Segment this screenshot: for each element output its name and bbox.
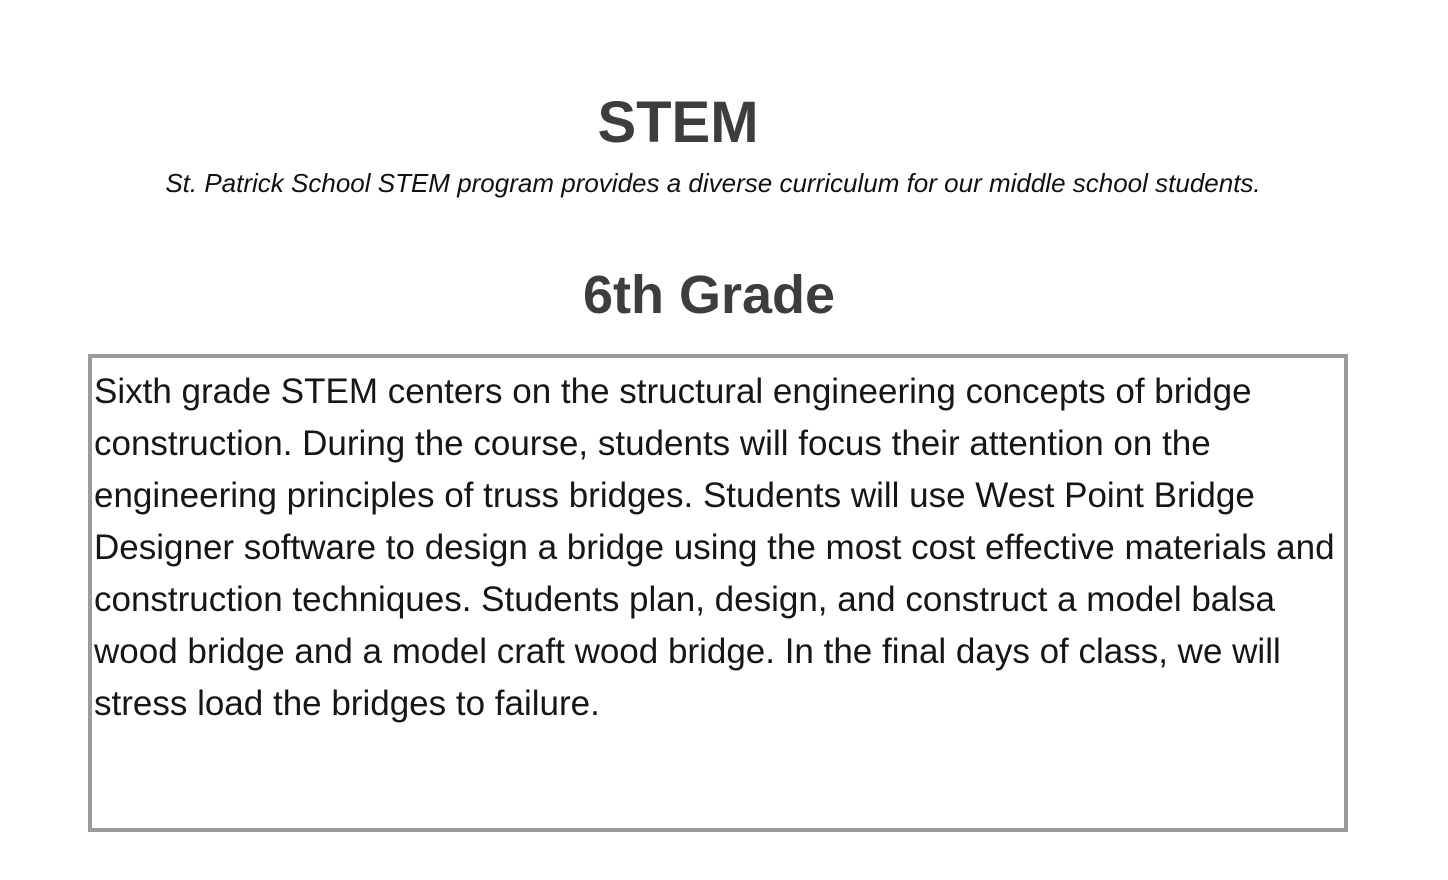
section-heading: 6th Grade [582, 265, 836, 325]
page-subtitle: St. Patrick School STEM program provides a diverse curriculum for our middle school students. [165, 168, 1261, 198]
page-title: STEM [597, 90, 759, 155]
description-text: Sixth grade STEM centers on the structural engineering concepts of bridge construction. During the course, students will focus their attention on the engineering principles of truss bridges. Students will use West Point Bridge Designer software to design a bridge using the most cost effective materials and construction techniques. Students plan, design, and construct a model balsa wood bridge and a model craft wood bridge. In the final days of class, we will stress load the bridges to failure. [94, 372, 1335, 723]
description-box [88, 354, 1348, 832]
